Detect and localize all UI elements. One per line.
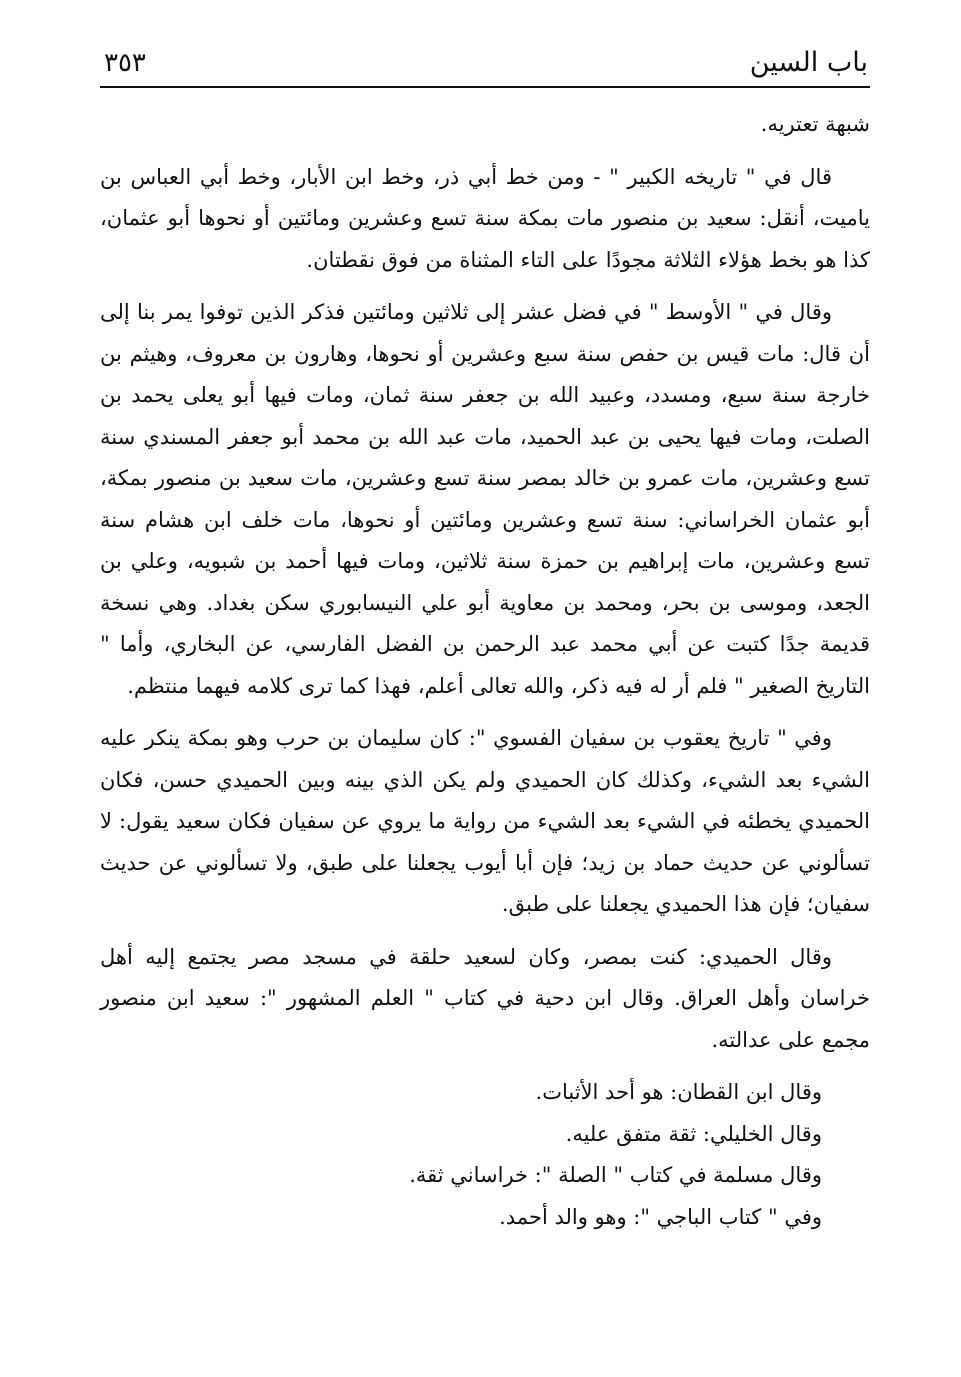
book-page (100, 40, 870, 1340)
page-number: ٣٥٣ (104, 48, 146, 78)
paragraph-fasawi: وفي " تاريخ يعقوب بن سفيان الفسوي ": كان سليمان بن حرب وهو بمكة ينكر عليه الشيء بعد الشيء، وكذلك كان الحميدي ولم يكن الذي بينه وبين الحميدي حسن، فكان الحميدي يخطئه في الشيء بعد الشيء من رواية ما يروي عن سفيان فكان سعيد يقول: لا تسألوني عن حديث حماد بن زيد؛ فإن أبا أيوب يجعلنا على طبق، ولا تسألوني عن حديث سفيان؛ فإن هذا الحميدي يجعلنا على طبق. (100, 726, 870, 916)
chapter-title: باب السين (749, 47, 868, 78)
page-body (100, 88, 870, 1238)
paragraph-continuation: شبهة تعتريه. (760, 112, 870, 136)
paragraph-ibn-qattan: وقال ابن القطان: هو أحد الأثبات. (535, 1080, 822, 1104)
page-header (100, 40, 870, 88)
paragraph-baji: وفي " كتاب الباجي ": وهو والد أحمد. (499, 1204, 822, 1229)
paragraph-humaydi: وقال الحميدي: كنت بمصر، وكان لسعيد حلقة في مسجد مصر يجتمع إليه أهل خراسان وأهل العراق. وقال ابن دحية في كتاب " العلم المشهور ": سعيد ابن منصور مجمع على عدالته. (100, 944, 870, 1052)
paragraph-tarikh-kabir: قال في " تاريخه الكبير " - ومن خط أبي ذر، وخط ابن الأبار، وخط أبي العباس بن ياميت، أنقل: سعيد بن منصور مات بمكة سنة تسع وعشرين ومائتين أو نحوها أبو عثمان، كذا هو بخط هؤلاء الثلاثة مجودًا على التاء المثناة من فوق نقطتان. (100, 164, 870, 272)
paragraph-maslama: وقال مسلمة في كتاب " الصلة ": خراساني ثقة. (409, 1163, 822, 1187)
paragraph-awsat: وقال في " الأوسط " في فضل عشر إلى ثلاثين ومائتين فذكر الذين توفوا يمر بنا إلى أن قال: مات قيس بن حفص سنة سبع وعشرين أو نحوها، وهارون بن معروف، وهيثم بن خارجة سنة سبع، ومسدد، وعبيد الله بن جعفر سنة ثمان، ومات فيها أبو يعلى يحمد بن الصلت، ومات فيها يحيى بن عبد الحميد، مات عبد الله بن محمد أبو جعفر المسندي سنة تسع وعشرين، مات عمرو بن خالد بمصر سنة تسع وعشرين، مات سعيد بن منصور بمكة، أبو عثمان الخراساني: سنة تسع وعشرين ومائتين أو نحوها، مات خلف ابن هشام سنة تسع وعشرين، مات إبراهيم بن حمزة سنة ثلاثين، ومات فيها أحمد بن شبويه، وعلي بن الجعد، وموسى بن بحر، ومحمد بن معاوية أبو علي النيسابوري سكن بغداد. وهي نسخة قديمة جدًا كتبت عن أبي محمد عبد الرحمن بن الفضل الفارسي، عن البخاري، وأما " التاريخ الصغير " فلم أر له فيه ذكر، والله تعالى أعلم، فهذا كما ترى كلامه فيهما منتظم. (100, 300, 870, 698)
paragraph-khalili: وقال الخليلي: ثقة متفق عليه. (565, 1121, 822, 1146)
